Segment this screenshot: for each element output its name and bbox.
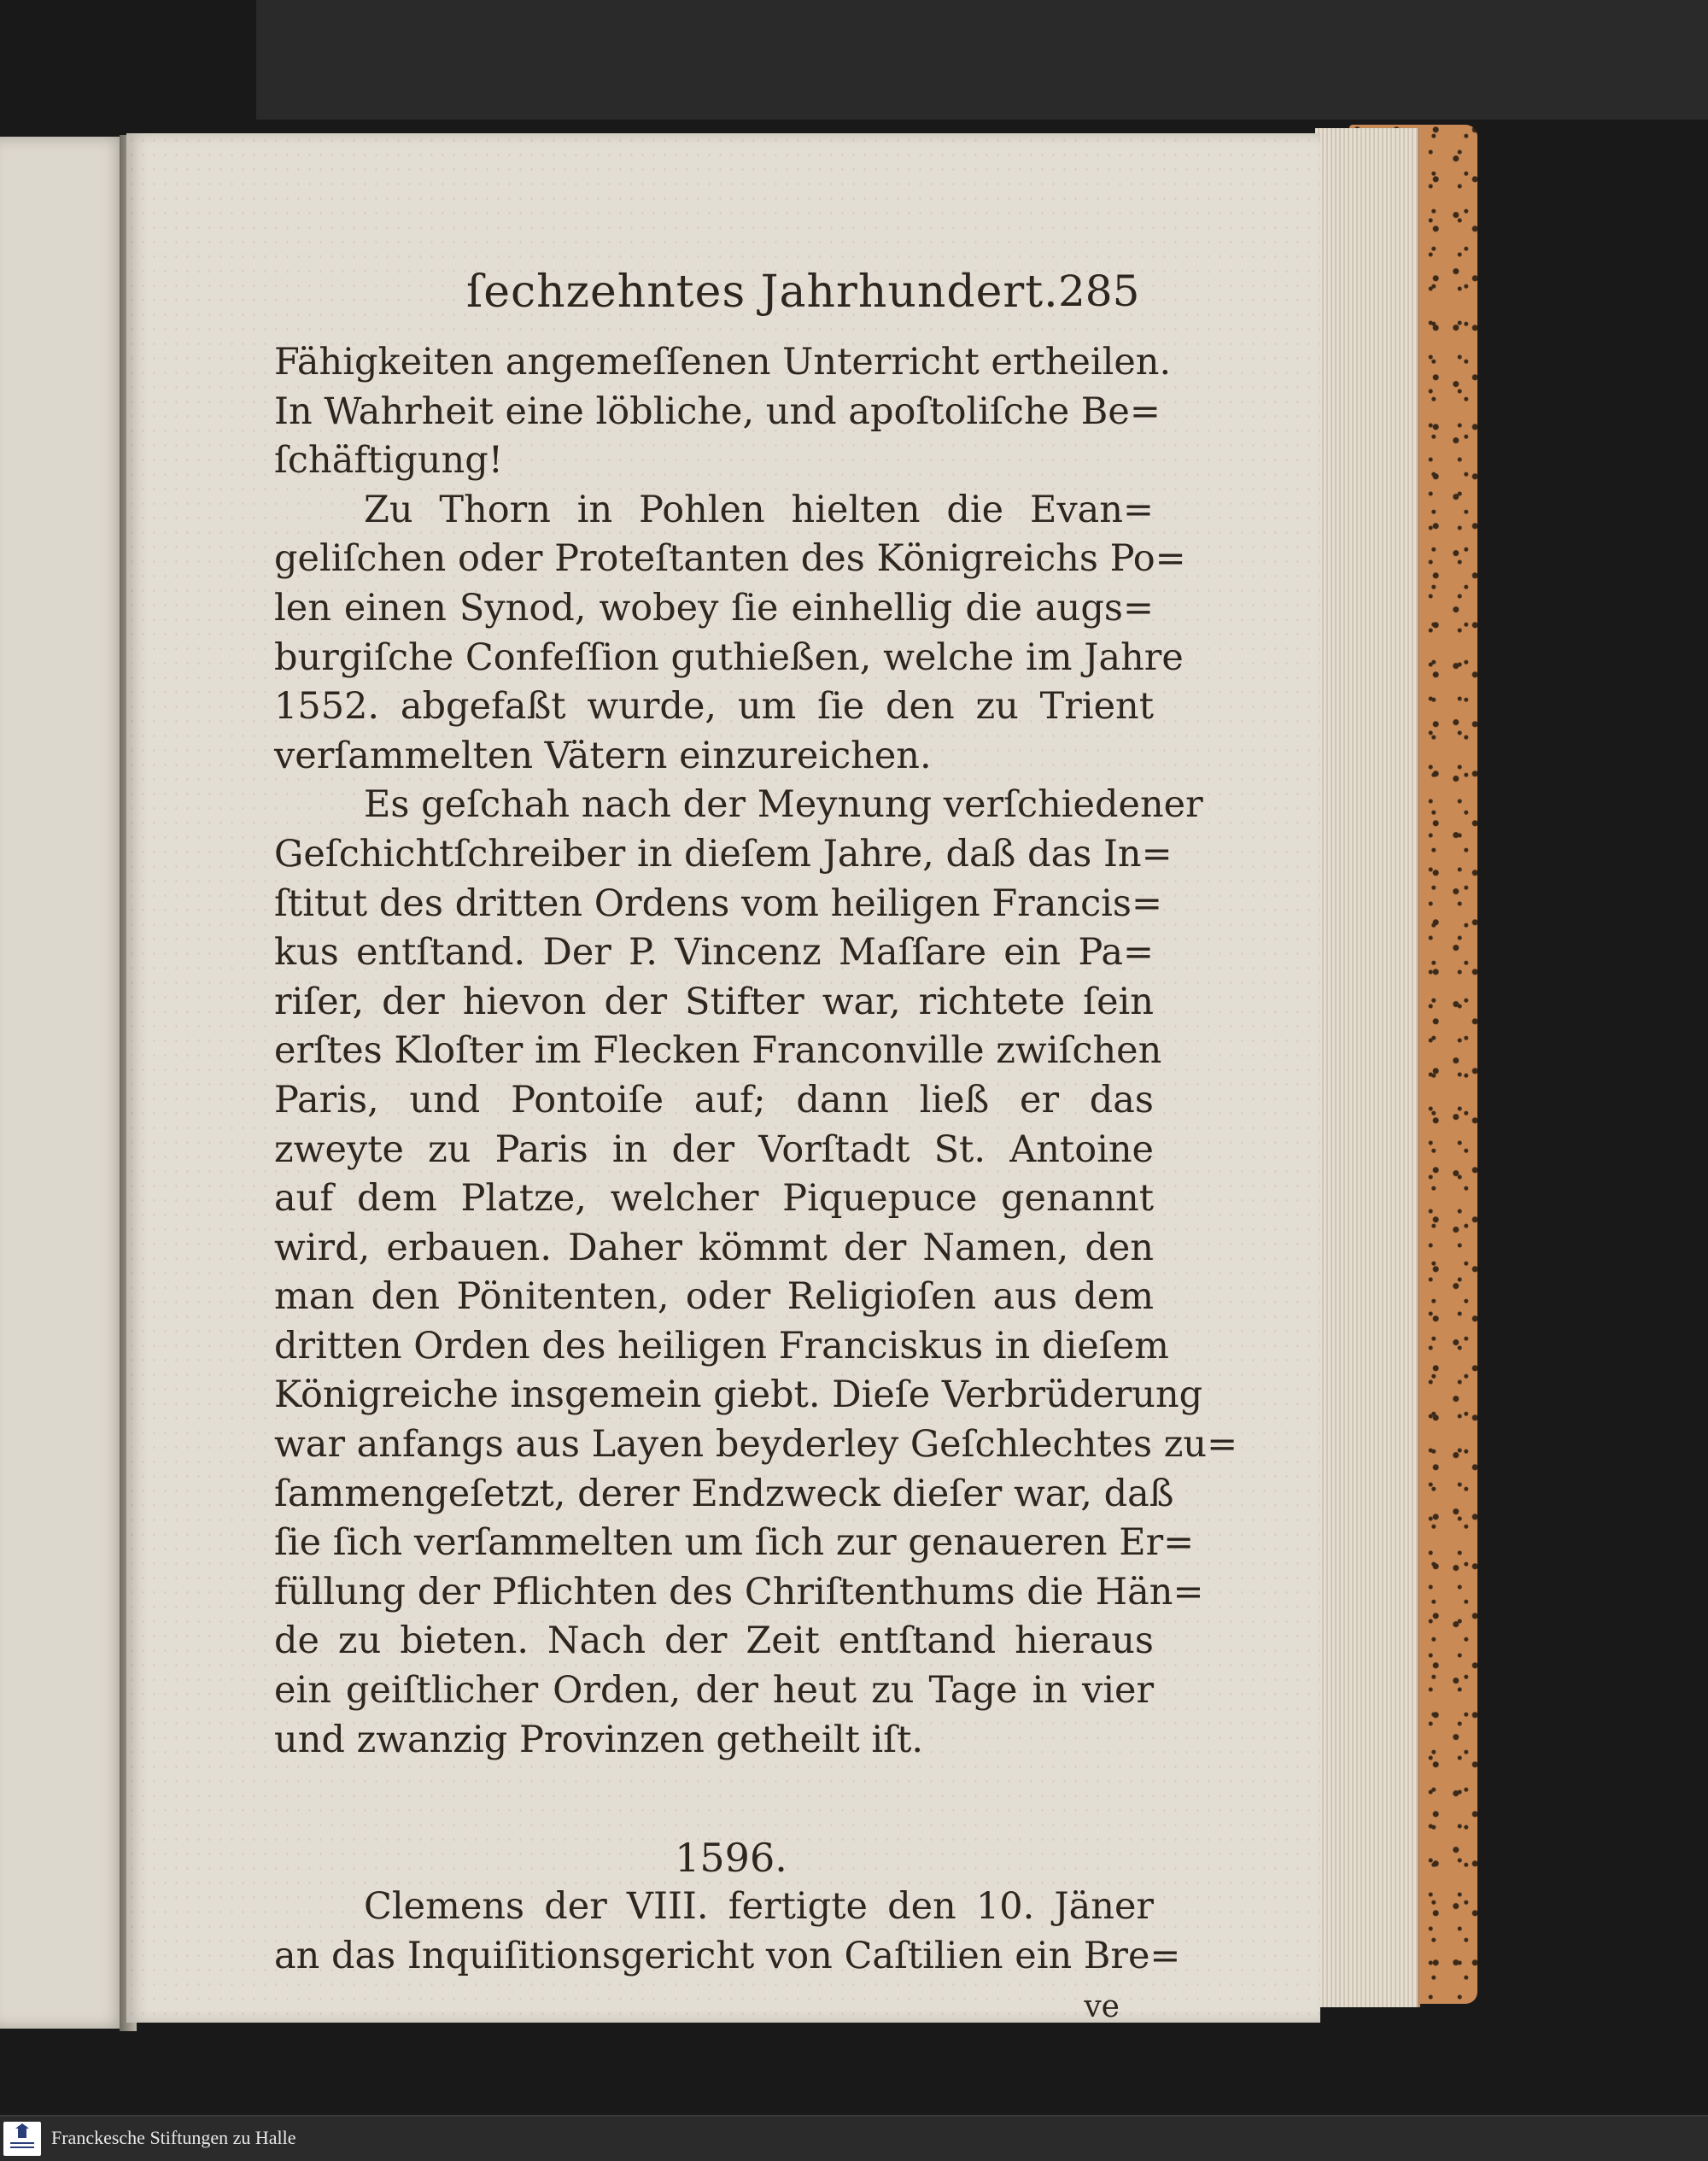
text-line: wird, erbauen. Daher kömmt der Namen, den: [274, 1226, 1154, 1269]
footer-bar: [0, 2115, 1708, 2161]
text-line: Paris, und Pontoiſe auf; dann ließ er das: [274, 1078, 1154, 1121]
year-heading: 1596.: [675, 1835, 787, 1882]
text-line: war anfangs aus Layen beyderley Geſchlechtes zu=: [274, 1423, 1238, 1467]
text-line: füllung der Pflichten des Chriſtenthums die Hän=: [274, 1570, 1204, 1613]
header-title: ſechzehntes Jahrhundert.: [466, 266, 1059, 318]
text-line: ein geiſtlicher Orden, der heut zu Tage in vier: [274, 1669, 1154, 1713]
page-edges: [1315, 128, 1420, 2007]
text-line: ſie ſich verſammelten um ſich zur genaueren Er=: [274, 1521, 1195, 1565]
catchword: ve: [1084, 1989, 1120, 2025]
page-text-block: [274, 261, 1238, 2029]
text-line: len einen Synod, wobey ſie einhellig die augs=: [274, 586, 1154, 630]
text-line: 1552. abgefaßt wurde, um ſie den zu Trient: [274, 685, 1154, 729]
text-line: Geſchichtſchreiber in dieſem Jahre, daß das In=: [274, 832, 1173, 876]
right-page: [126, 133, 1320, 2023]
text-line: burgiſche Confeſſion guthießen, welche im Jahre: [274, 635, 1184, 679]
text-line: ſchäftigung!: [274, 439, 503, 483]
footer-institution-name: Franckesche Stiftungen zu Halle: [51, 2127, 296, 2148]
text-line: Clemens der VIII. fertigte den 10. Jäner: [364, 1885, 1154, 1929]
text-line: auf dem Platze, welcher Piquepuce genannt: [274, 1177, 1154, 1221]
text-line: ſammengeſetzt, derer Endzweck dieſer war, daß: [274, 1472, 1174, 1515]
text-line: de zu bieten. Nach der Zeit entſtand hieraus: [274, 1619, 1154, 1663]
text-line: zweyte zu Paris in der Vorſtadt St. Antoine: [274, 1127, 1154, 1171]
text-line: Zu Thorn in Pohlen hielten die Evan=: [364, 488, 1154, 531]
left-page: [0, 137, 128, 2029]
text-line: und zwanzig Provinzen getheilt iſt.: [274, 1718, 924, 1761]
text-line: erſtes Kloſter im Flecken Franconville zwiſchen: [274, 1029, 1162, 1073]
text-line: In Wahrheit eine löbliche, und apoſtoliſche Be=: [274, 389, 1161, 433]
text-line: Fähigkeiten angemeſſenen Unterricht ertheilen.: [274, 341, 1172, 384]
text-line: riſer, der hievon der Stifter war, richtete ſein: [274, 980, 1154, 1023]
text-line: dritten Orden des heiligen Franciskus in dieſem: [274, 1324, 1169, 1367]
institution-logo: [3, 2122, 41, 2156]
running-header: [274, 261, 1154, 338]
text-line: Es geſchah nach der Meynung verſchiedener: [364, 783, 1203, 827]
text-line: man den Pönitenten, oder Religioſen aus dem: [274, 1275, 1154, 1319]
page-number: 285: [1058, 266, 1140, 316]
text-line: verſammelten Vätern einzureichen.: [274, 734, 932, 777]
text-line: ſtitut des dritten Ordens vom heiligen Francis=: [274, 881, 1162, 925]
text-line: an das Inquiſitionsgericht von Caſtilien ein Bre=: [274, 1934, 1181, 1977]
text-line: Königreiche insgemein giebt. Dieſe Verbrüderung: [274, 1373, 1203, 1417]
text-line: geliſchen oder Proteſtanten des Königreichs Po=: [274, 537, 1186, 581]
text-line: kus entſtand. Der P. Vincenz Maſſare ein Pa=: [274, 931, 1154, 975]
backdrop: [256, 0, 1708, 120]
